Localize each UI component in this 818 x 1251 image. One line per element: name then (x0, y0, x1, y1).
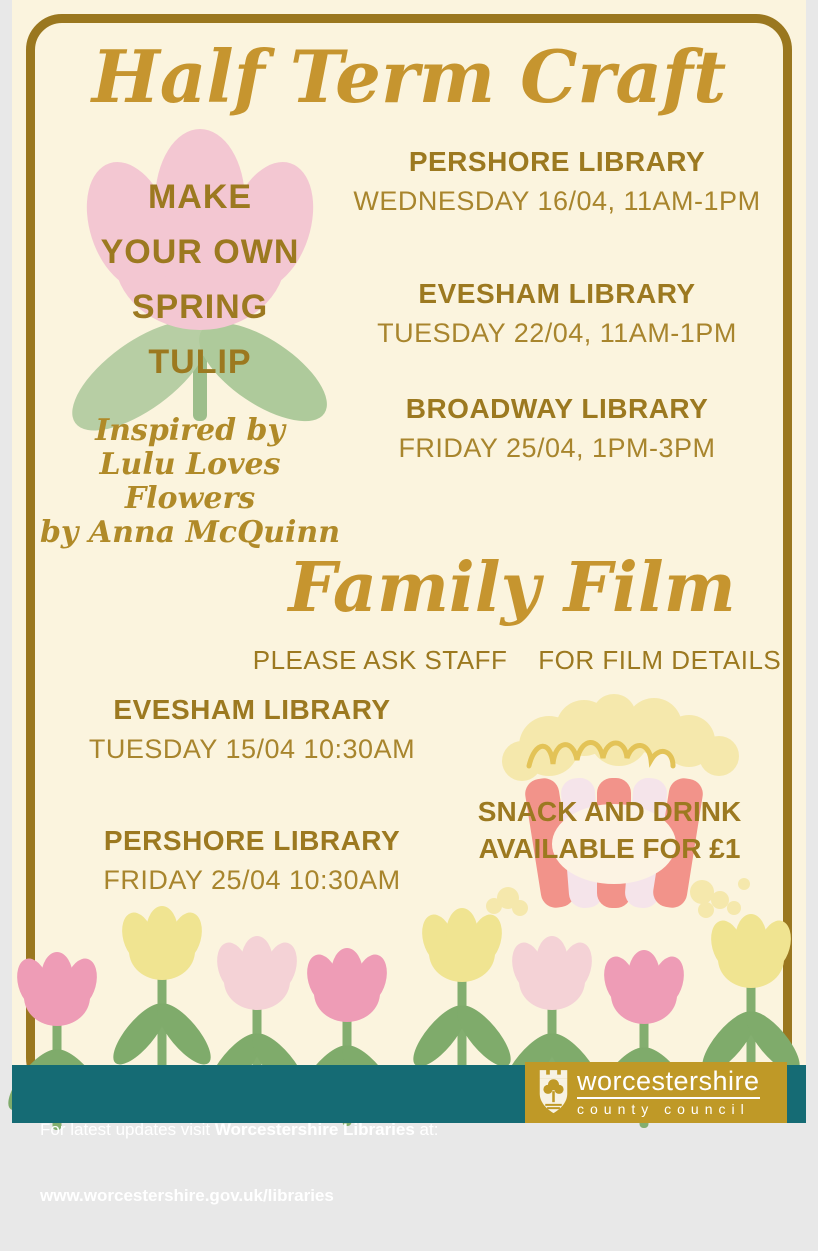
council-logo-name: worcestershire (577, 1068, 760, 1099)
library-name: EVESHAM LIBRARY (418, 278, 696, 309)
footer-line1-bold: Worcestershire Libraries (214, 1120, 415, 1139)
library-name: EVESHAM LIBRARY (113, 694, 391, 725)
poster-title: Half Term Craft (91, 34, 727, 119)
poster (12, 0, 806, 1205)
film-events-list (32, 694, 472, 896)
event-datetime: WEDNESDAY 16/04, 11AM-1PM (353, 186, 761, 216)
council-logo-text (577, 1068, 760, 1117)
film-subtitle: PLEASE ASK STAFF FOR FILM DETAILS (252, 645, 782, 675)
inspired-line: Lulu Loves Flowers (99, 447, 281, 516)
inspired-line: by Anna McQuinn (39, 515, 341, 550)
footer-line1-prefix: For latest updates visit (40, 1120, 215, 1139)
event-datetime: FRIDAY 25/04, 1PM-3PM (398, 433, 716, 463)
event-datetime: TUESDAY 15/04 10:30AM (88, 734, 416, 764)
snack-line: SNACK AND DRINK (477, 796, 742, 827)
footer-line1-suffix: at: (414, 1120, 439, 1139)
council-logo (525, 1062, 787, 1123)
event-datetime: FRIDAY 25/04 10:30AM (103, 865, 401, 895)
film-section-title: Family Film (288, 548, 736, 628)
film-event (32, 694, 472, 765)
craft-activity-line: MAKE (147, 178, 253, 216)
tulip-icon (412, 906, 512, 1086)
footer-text (40, 1075, 438, 1251)
library-name: PERSHORE LIBRARY (103, 825, 401, 856)
film-event (32, 825, 472, 896)
event-datetime: TUESDAY 22/04, 11AM-1PM (377, 318, 737, 348)
craft-activity-line: SPRING (131, 288, 269, 326)
footer-url: www.worcestershire.gov.uk/libraries (40, 1186, 334, 1205)
footer-line-1 (40, 1119, 438, 1141)
library-name: BROADWAY LIBRARY (405, 393, 709, 424)
craft-activity-title (40, 170, 360, 390)
snack-note (452, 793, 767, 867)
craft-event (332, 278, 782, 349)
craft-activity-line: YOUR OWN (100, 233, 300, 271)
craft-events-list (332, 146, 782, 464)
inspired-line: Inspired by (95, 413, 285, 448)
tulip-icon (112, 904, 212, 1084)
inspired-by-note (30, 414, 350, 550)
craft-activity-line: TULIP (148, 343, 252, 381)
craft-event (332, 393, 782, 464)
council-crest-icon (537, 1070, 570, 1116)
snack-line: AVAILABLE FOR £1 (478, 833, 741, 864)
craft-event (332, 146, 782, 217)
library-name: PERSHORE LIBRARY (408, 146, 706, 177)
council-logo-subtitle: county council (577, 1101, 750, 1117)
